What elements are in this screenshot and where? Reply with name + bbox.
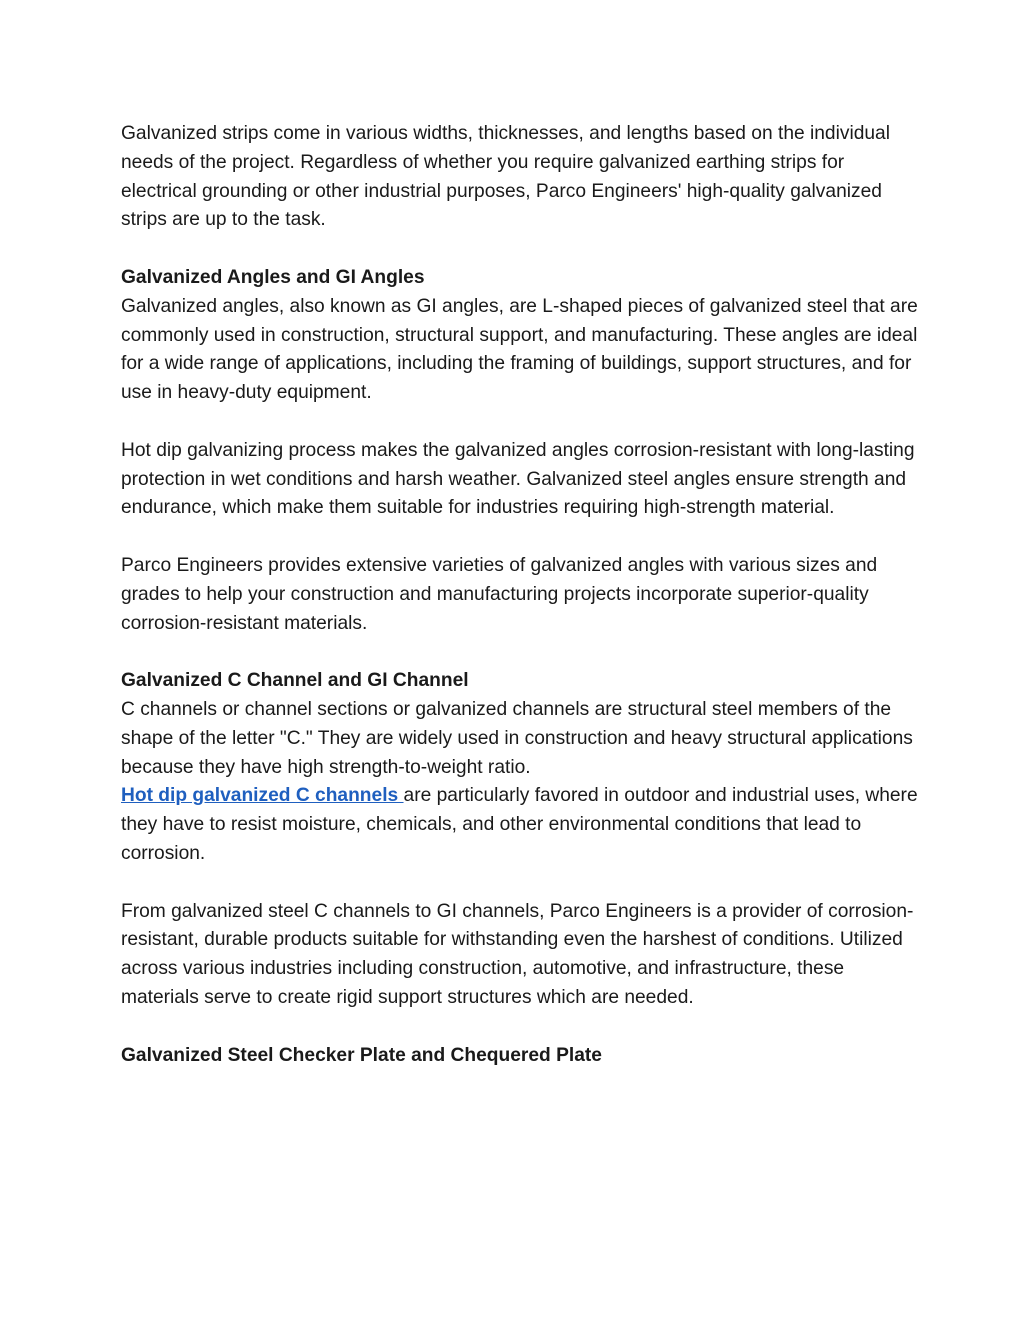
angles-paragraph-2: Hot dip galvanizing process makes the galvanized angles corrosion-resistant with long-lasting protection in wet conditions and harsh weather. Galvanized steel angles ensure strength and endurance, which make them suitable for industries requiring high-strength material.: [121, 439, 915, 519]
channel-paragraph-1: C channels or channel sections or galvanized channels are structural steel members of the shape of the letter "C." They are widely used in construction and heavy structural applications because they have high strength-to-weight ratio.: [121, 698, 913, 778]
angles-section: [121, 264, 921, 408]
checker-heading: Galvanized Steel Checker Plate and Chequered Plate: [121, 1044, 602, 1066]
channel-paragraph-1-tail: are particularly favored in outdoor and industrial uses, where they have to resist moisture, chemicals, and other environmental conditions that lead to corrosion.: [121, 785, 918, 864]
hot-dip-c-channels-link[interactable]: Hot dip galvanized C channels: [121, 785, 404, 807]
angles-paragraph-3: Parco Engineers provides extensive varieties of galvanized angles with various sizes and grades to help your construction and manufacturing projects incorporate superior-quality corrosion-resistant materials.: [121, 554, 878, 634]
checker-section: [121, 1042, 921, 1071]
paragraph-spacer: [121, 869, 921, 898]
channel-section: [121, 667, 921, 869]
angles-heading: Galvanized Angles and GI Angles: [121, 266, 425, 288]
strips-paragraph: Galvanized strips come in various widths, thicknesses, and lengths based on the individual needs of the project. Regardless of whether you require galvanized earthing strips for electrical grounding or other industrial purposes, Parco Engineers' high-quality galvanized strips are up to the task.: [121, 123, 890, 231]
paragraph-spacer: [121, 235, 921, 264]
document-page: [121, 120, 921, 1070]
paragraph-spacer: [121, 638, 921, 667]
angles-paragraph-1: Galvanized angles, also known as GI angles, are L-shaped pieces of galvanized steel that are commonly used in construction, structural support, and manufacturing. These angles are ideal for a wide range of applications, including the framing of buildings, support structures, and for use in heavy-duty equipment.: [121, 295, 918, 404]
channel-paragraph-2: From galvanized steel C channels to GI channels, Parco Engineers is a provider of corrosion-resistant, durable products suitable for withstanding even the harshest of conditions. Utilized across various industries including construction, automotive, and infrastructure, these materials serve to create rigid support structures which are needed.: [121, 900, 914, 1008]
channel-heading: Galvanized C Channel and GI Channel: [121, 670, 469, 692]
paragraph-spacer: [121, 1013, 921, 1042]
paragraph-spacer: [121, 408, 921, 437]
paragraph-spacer: [121, 523, 921, 552]
